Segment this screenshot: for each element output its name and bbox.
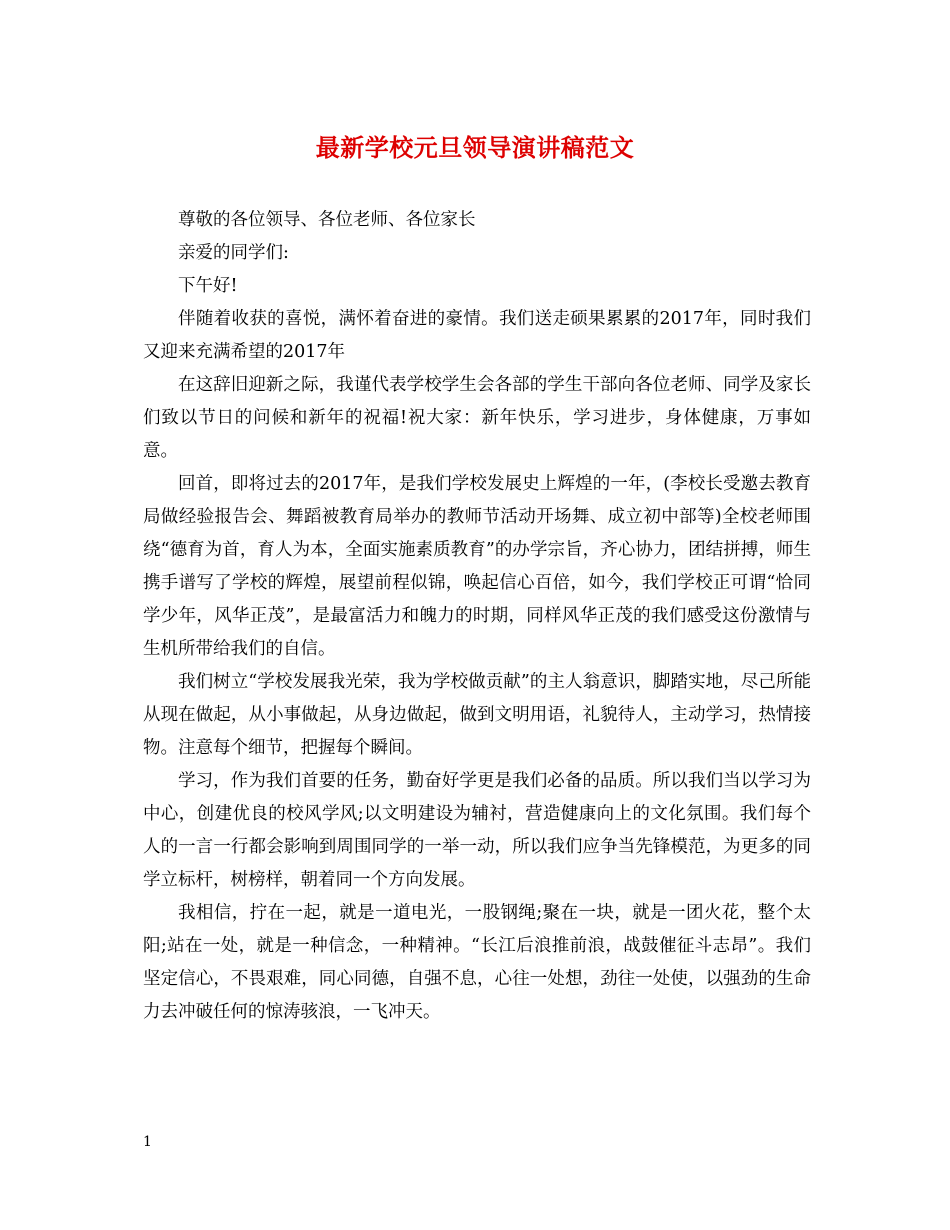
paragraph: 回首，即将过去的2017年，是我们学校发展史上辉煌的一年，(李校长受邀去教育局做经验报告会、舞蹈被教育局举办的教师节活动开场舞、成立初中部等)全校老师围绕“德育为首，育人为本，全面实施素质教育”的办学宗旨，齐心协力，团结拼搏，师生携手谱写了学校的辉煌，展望前程似锦，唤起信心百倍，如今，我们学校正可谓“恰同学少年，风华正茂”，是最富活力和魄力的时期，同样风华正茂的我们感受这份激情与生机所带给我们的自信。 [143, 474, 811, 659]
document-title: 最新学校元旦领导演讲稿范文 [315, 133, 635, 162]
paragraph: 我相信，拧在一起，就是一道电光，一股钢绳;聚在一块，就是一团火花，整个太阳;站在一处，就是一种信念，一种精神。“长江后浪推前浪，战鼓催征斗志昂”。我们坚定信心，不畏艰难，同心同德，自强不息，心往一处想，劲往一处使，以强劲的生命力去冲破任何的惊涛骇浪，一飞冲天。 [143, 903, 811, 1022]
page-number: 1 [143, 1134, 152, 1150]
paragraph: 伴随着收获的喜悦，满怀着奋进的豪情。我们送走硕果累累的2017年，同时我们又迎来充满希望的2017年 [143, 309, 811, 362]
paragraph: 在这辞旧迎新之际，我谨代表学校学生会各部的学生干部向各位老师、同学及家长们致以节日的问候和新年的祝福!祝大家：新年快乐，学习进步，身体健康，万事如意。 [143, 375, 811, 461]
paragraph: 学习，作为我们首要的任务，勤奋好学更是我们必备的品质。所以我们当以学习为中心，创建优良的校风学风;以文明建设为辅衬，营造健康向上的文化氛围。我们每个人的一言一行都会影响到周围同学的一举一动，所以我们应争当先锋模范，为更多的同学立标杆，树榜样，朝着同一个方向发展。 [143, 771, 811, 890]
paragraph: 我们树立“学校发展我光荣，我为学校做贡献”的主人翁意识，脚踏实地，尽己所能从现在做起，从小事做起，从身边做起，做到文明用语，礼貌待人，主动学习，热情接物。注意每个细节，把握每个瞬间。 [143, 672, 811, 758]
salutation-students: 亲爱的同学们: [178, 243, 289, 263]
greeting: 下午好! [178, 276, 238, 296]
document-body [143, 204, 811, 1029]
salutation-leaders: 尊敬的各位领导、各位老师、各位家长 [178, 210, 476, 230]
